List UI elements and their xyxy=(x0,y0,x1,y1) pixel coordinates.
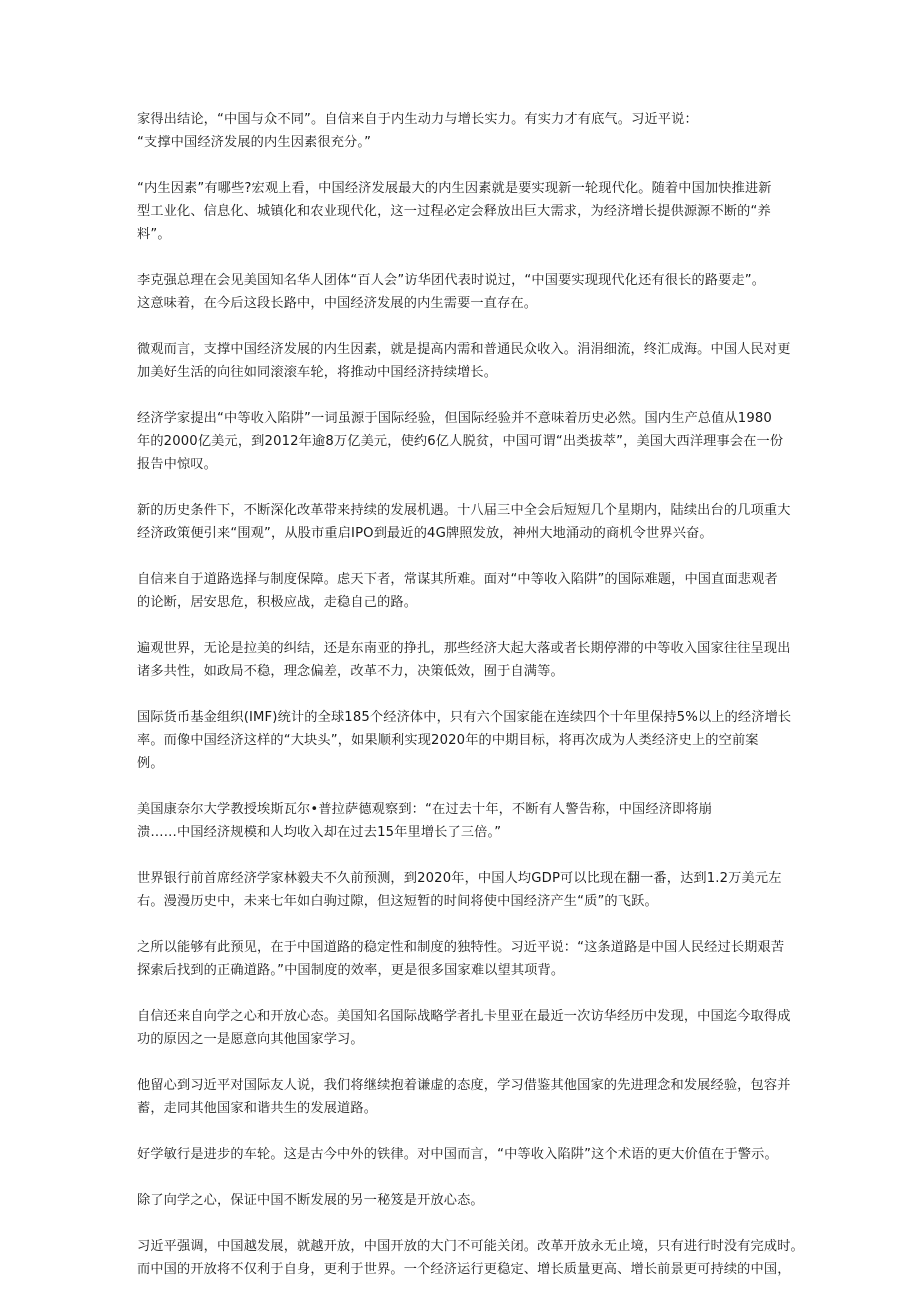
paragraph xyxy=(137,338,793,384)
text-line: 这意味着，在今后这段长路中，中国经济发展的内生需要一直存在。 xyxy=(137,296,538,311)
text-line: 年的2000亿美元，到2012年逾8万亿美元，使约6亿人脱贫，中国可谓“出类拔萃”，美国大西洋理事会在一份 xyxy=(137,434,784,449)
paragraph xyxy=(137,108,793,154)
text-line: 右。漫漫历史中，未来七年如白驹过隙，但这短暂的时间将使中国经济产生“质”的飞跃。 xyxy=(137,894,658,909)
text-line: 溃……中国经济规模和人均收入却在过去15年里增长了三倍。” xyxy=(137,825,502,840)
paragraph xyxy=(137,1189,793,1212)
text-line: 习近平强调，中国越发展，就越开放，中国开放的大门不可能关闭。改革开放永无止境，只有进行时没有完成时。 xyxy=(137,1239,804,1254)
text-line: 型工业化、信息化、城镇化和农业现代化，这一过程必定会释放出巨大需求，为经济增长提供源源不断的“养 xyxy=(137,204,771,219)
text-line: 新的历史条件下，不断深化改革带来持续的发展机遇。十八届三中全会后短短几个星期内，陆续出台的几项重大 xyxy=(137,503,791,518)
paragraph xyxy=(137,637,793,683)
paragraph xyxy=(137,407,793,476)
text-line: 自信还来自向学之心和开放心态。美国知名国际战略学者扎卡里亚在最近一次访华经历中发现，中国迄今取得成 xyxy=(137,1009,791,1024)
paragraph xyxy=(137,1235,804,1281)
paragraph xyxy=(137,798,793,844)
text-line: “支撑中国经济发展的内生因素很充分。” xyxy=(137,135,372,150)
document-body xyxy=(137,108,804,1304)
text-line: 率。而像中国经济这样的“大块头”，如果顺利实现2020年的中期目标，将再次成为人类经济史上的空前案 xyxy=(137,733,759,748)
paragraph xyxy=(137,1074,793,1120)
text-line: 自信来自于道路选择与制度保障。虑天下者，常谋其所难。面对“中等收入陷阱”的国际难题，中国直面悲观者 xyxy=(137,572,778,587)
text-line: 的论断，居安思危，积极应战，走稳自己的路。 xyxy=(137,595,418,610)
text-line: 世界银行前首席经济学家林毅夫不久前预测，到2020年，中国人均GDP可以比现在翻一番，达到1.2万美元左 xyxy=(137,871,782,886)
text-line: 美国康奈尔大学教授埃斯瓦尔•普拉萨德观察到：“在过去十年，不断有人警告称，中国经济即将崩 xyxy=(137,802,713,817)
paragraph xyxy=(137,499,793,545)
text-line: 料”。 xyxy=(137,227,171,242)
text-line: 经济学家提出“中等收入陷阱”一词虽源于国际经验，但国际经验并不意味着历史必然。国内生产总值从1980 xyxy=(137,411,772,426)
text-line: 微观而言，支撑中国经济发展的内生因素，就是提高内需和普通民众收入。涓涓细流，终汇成海。中国人民对更 xyxy=(137,342,791,357)
text-line: 加美好生活的向往如同滚滚车轮，将推动中国经济持续增长。 xyxy=(137,365,498,380)
text-line: 经济政策便引来“围观”，从股市重启IPO到最近的4G牌照发放，神州大地涌动的商机令世界兴奋。 xyxy=(137,526,713,541)
text-line: 之所以能够有此预见，在于中国道路的稳定性和制度的独特性。习近平说：“这条道路是中国人民经过长期艰苦 xyxy=(137,940,785,955)
text-line: 而中国的开放将不仅利于自身，更利于世界。一个经济运行更稳定、增长质量更高、增长前景更可持续的中国， xyxy=(137,1262,791,1277)
paragraph xyxy=(137,269,793,315)
paragraph xyxy=(137,706,793,775)
text-line: 家得出结论，“中国与众不同”。自信来自于内生动力与增长实力。有实力才有底气。习近平说： xyxy=(137,112,698,127)
paragraph xyxy=(137,936,793,982)
text-line: 功的原因之一是愿意向其他国家学习。 xyxy=(137,1032,364,1047)
text-line: 报告中惊叹。 xyxy=(137,457,218,472)
text-line: 诸多共性，如政局不稳，理念偏差，改革不力，决策低效，囿于自满等。 xyxy=(137,664,564,679)
text-line: 遍观世界，无论是拉美的纠结，还是东南亚的挣扎，那些经济大起大落或者长期停滞的中等收入国家往往呈现出 xyxy=(137,641,791,656)
paragraph xyxy=(137,867,793,913)
text-line: 他留心到习近平对国际友人说，我们将继续抱着谦虚的态度，学习借鉴其他国家的先进理念和发展经验，包容并 xyxy=(137,1078,791,1093)
text-line: 好学敏行是进步的车轮。这是古今中外的铁律。对中国而言，“中等收入陷阱”这个术语的更大价值在于警示。 xyxy=(137,1147,778,1162)
text-line: 蓄，走同其他国家和谐共生的发展道路。 xyxy=(137,1101,378,1116)
paragraph xyxy=(137,568,793,614)
text-line: 例。 xyxy=(137,756,164,771)
paragraph xyxy=(137,177,793,246)
paragraph xyxy=(137,1143,793,1166)
text-line: 国际货币基金组织(IMF)统计的全球185个经济体中，只有六个国家能在连续四个十年里保持5%以上的经济增长 xyxy=(137,710,792,725)
text-line: 探索后找到的正确道路。”中国制度的效率，更是很多国家难以望其项背。 xyxy=(137,963,565,978)
paragraph xyxy=(137,1005,793,1051)
text-line: 除了向学之心，保证中国不断发展的另一秘笈是开放心态。 xyxy=(137,1193,484,1208)
text-line: “内生因素”有哪些?宏观上看，中国经济发展最大的内生因素就是要实现新一轮现代化。随着中国加快推进新 xyxy=(137,181,772,196)
text-line: 李克强总理在会见美国知名华人团体“百人会”访华团代表时说过，“中国要实现现代化还有很长的路要走”。 xyxy=(137,273,766,288)
